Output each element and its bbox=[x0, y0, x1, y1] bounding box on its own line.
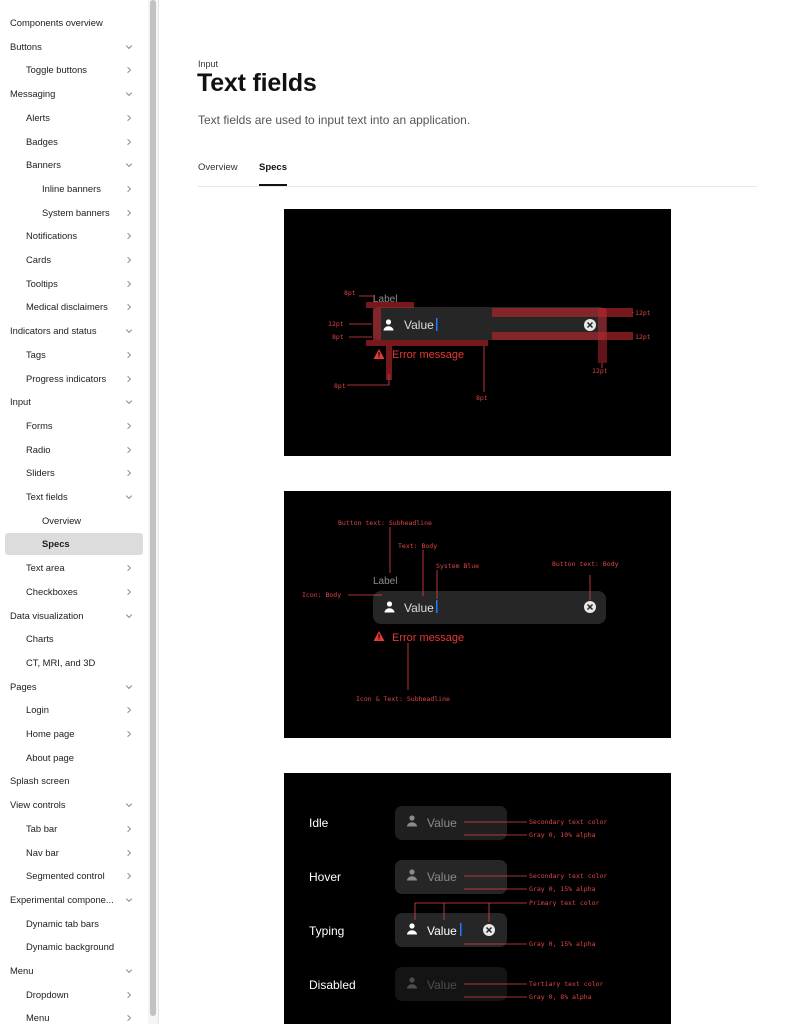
chevron-right-icon[interactable] bbox=[125, 107, 135, 129]
tab-specs[interactable]: Specs bbox=[259, 162, 287, 186]
sidebar-item-dropdown[interactable] bbox=[5, 984, 143, 1006]
sidebar-item-label: Input bbox=[10, 396, 31, 408]
sidebar-item-specs[interactable] bbox=[5, 533, 143, 555]
sidebar-item-messaging[interactable] bbox=[5, 83, 143, 105]
chevron-down-icon[interactable] bbox=[125, 676, 135, 698]
sidebar-item-label: About page bbox=[26, 751, 74, 763]
chevron-down-icon[interactable] bbox=[125, 154, 135, 176]
chevron-right-icon[interactable] bbox=[125, 462, 135, 484]
chevron-right-icon[interactable] bbox=[125, 557, 135, 579]
sidebar-item-label: Specs bbox=[42, 538, 70, 550]
state-name-hover: Hover bbox=[309, 870, 342, 884]
states-spec-illustration bbox=[284, 773, 671, 1024]
sidebar-item-label: Inline banners bbox=[42, 182, 101, 194]
sidebar-scrollbar[interactable] bbox=[148, 0, 159, 1024]
sidebar-item-toggle-buttons[interactable] bbox=[5, 59, 143, 81]
chevron-down-icon[interactable] bbox=[125, 486, 135, 508]
sidebar-item-progress-indicators[interactable] bbox=[5, 368, 143, 390]
chevron-right-icon[interactable] bbox=[125, 344, 135, 366]
chevron-right-icon[interactable] bbox=[125, 249, 135, 271]
annotation-system-blue: System Blue bbox=[436, 562, 480, 570]
sidebar-item-banners[interactable] bbox=[5, 154, 143, 176]
sidebar-item-label: Home page bbox=[26, 728, 75, 739]
chevron-right-icon[interactable] bbox=[125, 368, 135, 390]
tabs-divider bbox=[198, 186, 757, 187]
chevron-right-icon[interactable] bbox=[125, 178, 135, 200]
sidebar-item-label: Notifications bbox=[26, 230, 78, 242]
chevron-right-icon[interactable] bbox=[125, 723, 135, 745]
chevron-down-icon[interactable] bbox=[125, 605, 135, 627]
typography-spec-illustration bbox=[284, 491, 671, 738]
sidebar-item-label: Menu bbox=[10, 965, 34, 976]
sidebar-item-label: Charts bbox=[26, 633, 54, 645]
field-value: Value bbox=[404, 318, 434, 332]
sidebar-item-indicators-and-status[interactable] bbox=[5, 320, 143, 342]
sidebar-item-label: Cards bbox=[26, 254, 52, 265]
sidebar-item-label: Data visualization bbox=[10, 609, 84, 621]
sidebar-item-label: Indicators and status bbox=[10, 325, 97, 337]
chevron-down-icon[interactable] bbox=[125, 889, 135, 911]
sidebar-item-label: Dropdown bbox=[26, 988, 69, 1000]
sidebar-item-home-page[interactable] bbox=[5, 723, 143, 745]
sidebar-item-inline-banners[interactable] bbox=[5, 178, 143, 200]
sidebar-item-label: Overview bbox=[42, 514, 82, 526]
sidebar-item-label: Text area bbox=[26, 562, 65, 574]
scrollbar-thumb[interactable] bbox=[150, 0, 156, 1016]
sidebar bbox=[0, 0, 148, 1024]
sidebar-item-label: Alerts bbox=[26, 111, 50, 123]
sidebar-item-nav-bar[interactable] bbox=[5, 842, 143, 864]
page-subtitle: Text fields are used to input text into an application. bbox=[198, 113, 471, 127]
state-note-idle-bg: Gray 0, 10% alpha bbox=[529, 831, 596, 839]
main-content bbox=[159, 0, 793, 1024]
state-value-idle: Value bbox=[427, 816, 457, 830]
sidebar-item-label: Nav bar bbox=[26, 846, 59, 858]
spacing-label-right-top: 12pt bbox=[635, 309, 651, 317]
sidebar-item-sliders[interactable] bbox=[5, 462, 143, 484]
sidebar-item-dynamic-tab-bars[interactable] bbox=[5, 913, 143, 935]
sidebar-item-label: Checkboxes bbox=[26, 585, 78, 597]
state-name-typing: Typing bbox=[309, 924, 345, 938]
state-name-disabled: Disabled bbox=[309, 978, 356, 992]
sidebar-item-system-banners[interactable] bbox=[5, 202, 143, 224]
sidebar-item-input[interactable] bbox=[5, 391, 143, 413]
chevron-down-icon[interactable] bbox=[125, 320, 135, 342]
chevron-down-icon[interactable] bbox=[125, 391, 135, 413]
chevron-right-icon[interactable] bbox=[125, 415, 135, 437]
field-label: Label bbox=[373, 294, 398, 305]
sidebar-item-cards[interactable] bbox=[5, 249, 143, 271]
sidebar-item-radio[interactable] bbox=[5, 439, 143, 461]
error-icon bbox=[374, 349, 385, 359]
sidebar-item-segmented-control[interactable] bbox=[5, 865, 143, 887]
sidebar-item-label: Banners bbox=[26, 159, 61, 171]
chevron-down-icon[interactable] bbox=[125, 83, 135, 105]
sidebar-item-dynamic-background[interactable] bbox=[5, 936, 143, 958]
sidebar-item-badges[interactable] bbox=[5, 131, 143, 153]
state-note-hover-bg: Gray 0, 15% alpha bbox=[529, 885, 596, 893]
sidebar-item-label: Badges bbox=[26, 135, 58, 147]
text-cursor bbox=[436, 600, 438, 613]
spec-panel-spacing bbox=[284, 209, 671, 456]
sidebar-item-menu[interactable] bbox=[5, 960, 143, 982]
sidebar-item-label: Dynamic tab bars bbox=[26, 917, 99, 929]
sidebar-item-label: Toggle buttons bbox=[26, 64, 87, 76]
sidebar-item-label: Components overview bbox=[10, 17, 103, 28]
sidebar-item-label: Progress indicators bbox=[26, 372, 107, 384]
clear-icon bbox=[584, 601, 596, 613]
annotation-icon-body: Icon: Body bbox=[302, 591, 342, 599]
sidebar-item-label: Splash screen bbox=[10, 775, 70, 787]
annotation-button-text-body: Button text: Body bbox=[552, 560, 619, 568]
sidebar-item-label: Dynamic background bbox=[26, 941, 115, 953]
sidebar-item-label: Tab bar bbox=[26, 822, 58, 834]
chevron-right-icon[interactable] bbox=[125, 581, 135, 603]
state-note-hover-text: Secondary text color bbox=[529, 872, 608, 880]
chevron-down-icon[interactable] bbox=[125, 794, 135, 816]
field-label: Label bbox=[373, 576, 398, 587]
spacing-spec-illustration bbox=[284, 209, 671, 456]
spacing-label-right-bottom: 12pt bbox=[635, 333, 651, 341]
sidebar-item-text-fields[interactable] bbox=[5, 486, 143, 508]
text-cursor bbox=[436, 318, 438, 331]
error-icon bbox=[374, 631, 385, 641]
error-message: Error message bbox=[392, 349, 465, 361]
sidebar-item-label: Sliders bbox=[26, 467, 55, 479]
sidebar-item-label: Experimental compone... bbox=[10, 893, 114, 905]
sidebar-item-label: Text fields bbox=[26, 491, 68, 502]
sidebar-item-data-visualization[interactable] bbox=[5, 605, 143, 627]
sidebar-item-label: Segmented control bbox=[26, 870, 105, 882]
chevron-right-icon[interactable] bbox=[125, 1007, 135, 1024]
state-note-disabled-bg: Gray 0, 8% alpha bbox=[529, 993, 592, 1001]
page-title: Text fields bbox=[197, 69, 317, 97]
sidebar-item-menu[interactable] bbox=[5, 1007, 143, 1024]
sidebar-item-overview[interactable] bbox=[5, 510, 143, 532]
error-message: Error message bbox=[392, 632, 465, 644]
sidebar-item-label: Login bbox=[26, 704, 49, 716]
sidebar-item-tags[interactable] bbox=[5, 344, 143, 366]
sidebar-item-alerts[interactable] bbox=[5, 107, 143, 129]
page-eyebrow: Input bbox=[198, 59, 219, 69]
sidebar-item-login[interactable] bbox=[5, 699, 143, 721]
chevron-right-icon[interactable] bbox=[125, 984, 135, 1006]
sidebar-item-label: CT, MRI, and 3D bbox=[26, 656, 96, 668]
text-cursor bbox=[460, 923, 462, 936]
sidebar-item-experimental-compone[interactable] bbox=[5, 889, 143, 911]
sidebar-item-splash-screen[interactable] bbox=[5, 770, 143, 792]
sidebar-item-label: Medical disclaimers bbox=[26, 301, 108, 313]
sidebar-item-pages[interactable] bbox=[5, 676, 143, 698]
state-note-idle-text: Secondary text color bbox=[529, 818, 608, 826]
sidebar-item-label: Tags bbox=[26, 348, 46, 360]
clear-icon bbox=[584, 319, 596, 331]
sidebar-item-label: View controls bbox=[10, 799, 66, 811]
spacing-label-bottom-center: 8pt bbox=[476, 394, 488, 402]
chevron-right-icon[interactable] bbox=[125, 131, 135, 153]
state-name-idle: Idle bbox=[309, 816, 329, 830]
sidebar-item-tooltips[interactable] bbox=[5, 273, 143, 295]
sidebar-item-label: System banners bbox=[42, 206, 110, 218]
chevron-down-icon[interactable] bbox=[125, 960, 135, 982]
annotation-icon-text-subheadline: Icon & Text: Subheadline bbox=[356, 695, 450, 703]
chevron-right-icon[interactable] bbox=[125, 865, 135, 887]
sidebar-item-medical-disclaimers[interactable] bbox=[5, 296, 143, 318]
chevron-right-icon[interactable] bbox=[125, 439, 135, 461]
sidebar-item-about-page[interactable] bbox=[5, 747, 143, 769]
sidebar-item-forms[interactable] bbox=[5, 415, 143, 437]
spacing-label-top: 8pt bbox=[344, 289, 356, 297]
chevron-right-icon[interactable] bbox=[125, 225, 135, 247]
sidebar-item-label: Messaging bbox=[10, 88, 56, 100]
spacing-label-left-bottom: 8pt bbox=[332, 333, 344, 341]
chevron-down-icon[interactable] bbox=[125, 36, 135, 58]
field-value: Value bbox=[404, 601, 434, 615]
state-value-typing: Value bbox=[427, 924, 457, 938]
sidebar-item-charts[interactable] bbox=[5, 628, 143, 650]
spacing-label-bottom-left: 8pt bbox=[334, 382, 346, 390]
sidebar-item-buttons[interactable] bbox=[5, 36, 143, 58]
sidebar-item-label: Buttons bbox=[10, 40, 42, 52]
sidebar-item-text-area[interactable] bbox=[5, 557, 143, 579]
annotation-text-body: Text: Body bbox=[398, 542, 438, 550]
sidebar-item-label: Radio bbox=[26, 443, 51, 455]
chevron-right-icon[interactable] bbox=[125, 818, 135, 840]
clear-icon bbox=[483, 924, 495, 936]
sidebar-item-label: Tooltips bbox=[26, 277, 58, 289]
spacing-label-right-under: 12pt bbox=[592, 367, 608, 375]
spacing-label-left-padding: 12pt bbox=[328, 320, 344, 328]
sidebar-item-tab-bar[interactable] bbox=[5, 818, 143, 840]
spec-panel-typography bbox=[284, 491, 671, 738]
tab-overview[interactable]: Overview bbox=[198, 162, 238, 173]
sidebar-item-ct-mri-and-3d[interactable] bbox=[5, 652, 143, 674]
state-note-typing-bg: Gray 0, 15% alpha bbox=[529, 940, 596, 948]
sidebar-item-label: Pages bbox=[10, 680, 37, 692]
state-note-typing-text: Primary text color bbox=[529, 899, 600, 907]
chevron-right-icon[interactable] bbox=[125, 59, 135, 81]
state-note-disabled-text: Tertiary text color bbox=[529, 980, 604, 988]
chevron-right-icon[interactable] bbox=[125, 273, 135, 295]
sidebar-item-notifications[interactable] bbox=[5, 225, 143, 247]
chevron-right-icon[interactable] bbox=[125, 296, 135, 318]
chevron-right-icon[interactable] bbox=[125, 202, 135, 224]
annotation-button-text-subheadline: Button text: Subheadline bbox=[338, 519, 432, 527]
sidebar-item-label: Menu bbox=[26, 1012, 50, 1024]
chevron-right-icon[interactable] bbox=[125, 842, 135, 864]
sidebar-item-view-controls[interactable] bbox=[5, 794, 143, 816]
sidebar-item-components-overview[interactable] bbox=[5, 12, 143, 34]
chevron-right-icon[interactable] bbox=[125, 699, 135, 721]
sidebar-item-label: Forms bbox=[26, 419, 53, 431]
state-value-hover: Value bbox=[427, 870, 457, 884]
state-value-disabled: Value bbox=[427, 978, 457, 992]
spec-panel-states bbox=[284, 773, 671, 1024]
sidebar-item-checkboxes[interactable] bbox=[5, 581, 143, 603]
